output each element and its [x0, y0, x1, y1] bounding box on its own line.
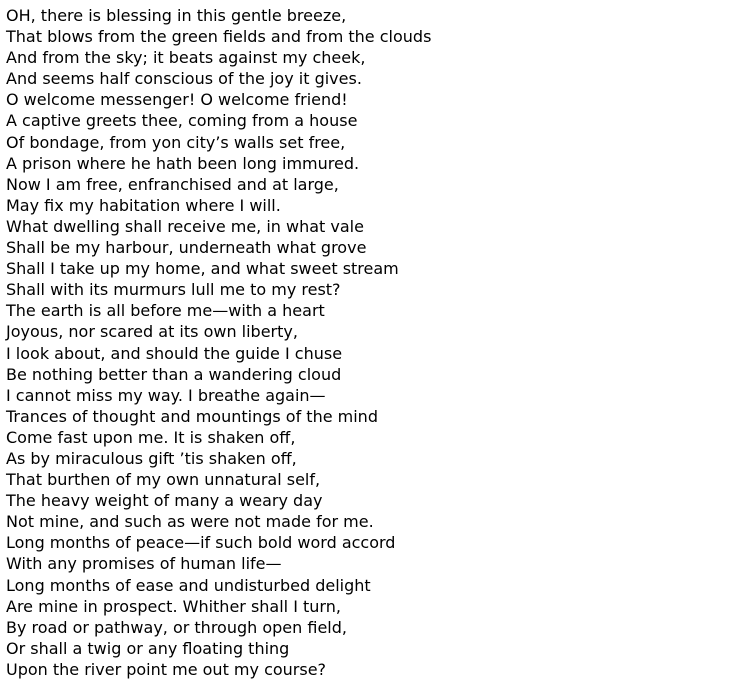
poem-line: May fix my habitation where I will.: [6, 195, 281, 215]
poem-line: The heavy weight of many a weary day: [6, 491, 323, 511]
poem-line: Come fast upon me. It is shaken off,: [6, 427, 296, 447]
poem-line: Trances of thought and mountings of the mind: [6, 406, 378, 426]
poem-line: And seems half conscious of the joy it gives.: [6, 69, 362, 89]
poem-line: As by miraculous gift ’tis shaken off,: [6, 448, 297, 468]
poem-line: Shall I take up my home, and what sweet stream: [6, 259, 399, 279]
poem-line: Upon the river point me out my course?: [6, 659, 327, 679]
poem-line: OH, there is blessing in this gentle breeze,: [6, 6, 347, 25]
poem-line: Long months of ease and undisturbed delight: [6, 575, 371, 595]
poem-line: Shall with its murmurs lull me to my rest?: [6, 280, 341, 300]
poem-line: The earth is all before me—with a heart: [6, 301, 325, 321]
poem-line: With any promises of human life—: [6, 554, 282, 574]
poem-line: Are mine in prospect. Whither shall I turn,: [6, 596, 341, 616]
poem-line: Of bondage, from yon city’s walls set free,: [6, 132, 346, 152]
poem-line: That blows from the green fields and from the clouds: [6, 27, 432, 47]
poem-line: Long months of peace—if such bold word accord: [6, 533, 396, 553]
poem-line: Not mine, and such as were not made for me.: [6, 512, 374, 532]
poem-text: [6, 5, 744, 680]
poem-line: Or shall a twig or any floating thing: [6, 638, 290, 658]
poem-line: Be nothing better than a wandering cloud: [6, 364, 342, 384]
poem-line: A prison where he hath been long immured.: [6, 153, 360, 173]
poem-line: What dwelling shall receive me, in what vale: [6, 216, 364, 236]
poem-line: I look about, and should the guide I chuse: [6, 343, 343, 363]
poem-line: Joyous, nor scared at its own liberty,: [6, 322, 298, 342]
poem-line: That burthen of my own unnatural self,: [6, 470, 321, 490]
poem-line: I cannot miss my way. I breathe again—: [6, 385, 326, 405]
poem-line: Shall be my harbour, underneath what grove: [6, 238, 367, 258]
poem-line: And from the sky; it beats against my cheek,: [6, 48, 366, 68]
poem-line: A captive greets thee, coming from a house: [6, 111, 358, 131]
poem-line: O welcome messenger! O welcome friend!: [6, 90, 348, 110]
poem-line: Now I am free, enfranchised and at large,: [6, 174, 339, 194]
poem-line: By road or pathway, or through open field,: [6, 617, 347, 637]
